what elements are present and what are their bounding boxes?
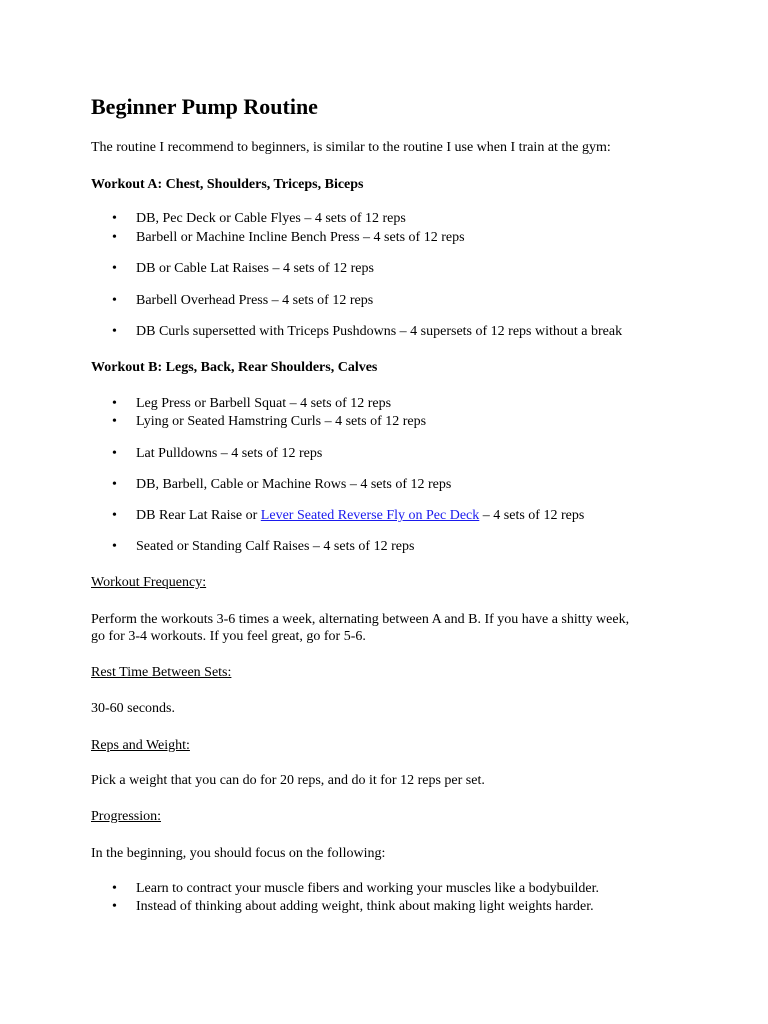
bullet-icon xyxy=(112,292,122,309)
reverse-fly-link[interactable]: Lever Seated Reverse Fly on Pec Deck xyxy=(260,508,480,523)
rear-raise-suffix: – 4 sets of 12 reps xyxy=(479,508,585,523)
progression-heading: Progression: xyxy=(91,809,161,824)
bullet-icon xyxy=(112,507,122,524)
bullet-icon xyxy=(112,260,122,277)
workout-a-heading: Workout A: Chest, Shoulders, Triceps, Biceps xyxy=(91,177,364,192)
reps-text: Pick a weight that you can do for 20 reps, and do it for 12 reps per set. xyxy=(91,773,485,788)
bullet-icon xyxy=(112,538,122,555)
progression-text: In the beginning, you should focus on the following: xyxy=(91,846,386,861)
reps-heading: Reps and Weight: xyxy=(91,738,190,753)
bullet-icon xyxy=(112,445,122,462)
bullet-icon xyxy=(112,395,122,412)
bullet-icon xyxy=(112,323,122,340)
bullet-icon xyxy=(112,880,122,897)
bullet-icon xyxy=(112,476,122,493)
frequency-text-line1: Perform the workouts 3-6 times a week, alternating between A and B. If you have a shitty week, xyxy=(91,612,630,627)
frequency-text-line2: go for 3-4 workouts. If you feel great, go for 5-6. xyxy=(91,629,366,644)
rear-raise-prefix: DB Rear Lat Raise or xyxy=(136,508,261,523)
rest-heading: Rest Time Between Sets: xyxy=(91,665,232,680)
workout-b-heading: Workout B: Legs, Back, Rear Shoulders, Calves xyxy=(91,360,378,375)
bullet-icon xyxy=(112,413,122,430)
intro-text: The routine I recommend to beginners, is similar to the routine I use when I train at the gym: xyxy=(91,140,611,155)
page-title: Beginner Pump Routine xyxy=(91,94,318,119)
bullet-icon xyxy=(112,898,122,915)
frequency-heading: Workout Frequency: xyxy=(91,575,207,590)
rest-text: 30-60 seconds. xyxy=(91,701,175,716)
bullet-icon xyxy=(112,229,122,246)
bullet-icon xyxy=(112,210,122,227)
